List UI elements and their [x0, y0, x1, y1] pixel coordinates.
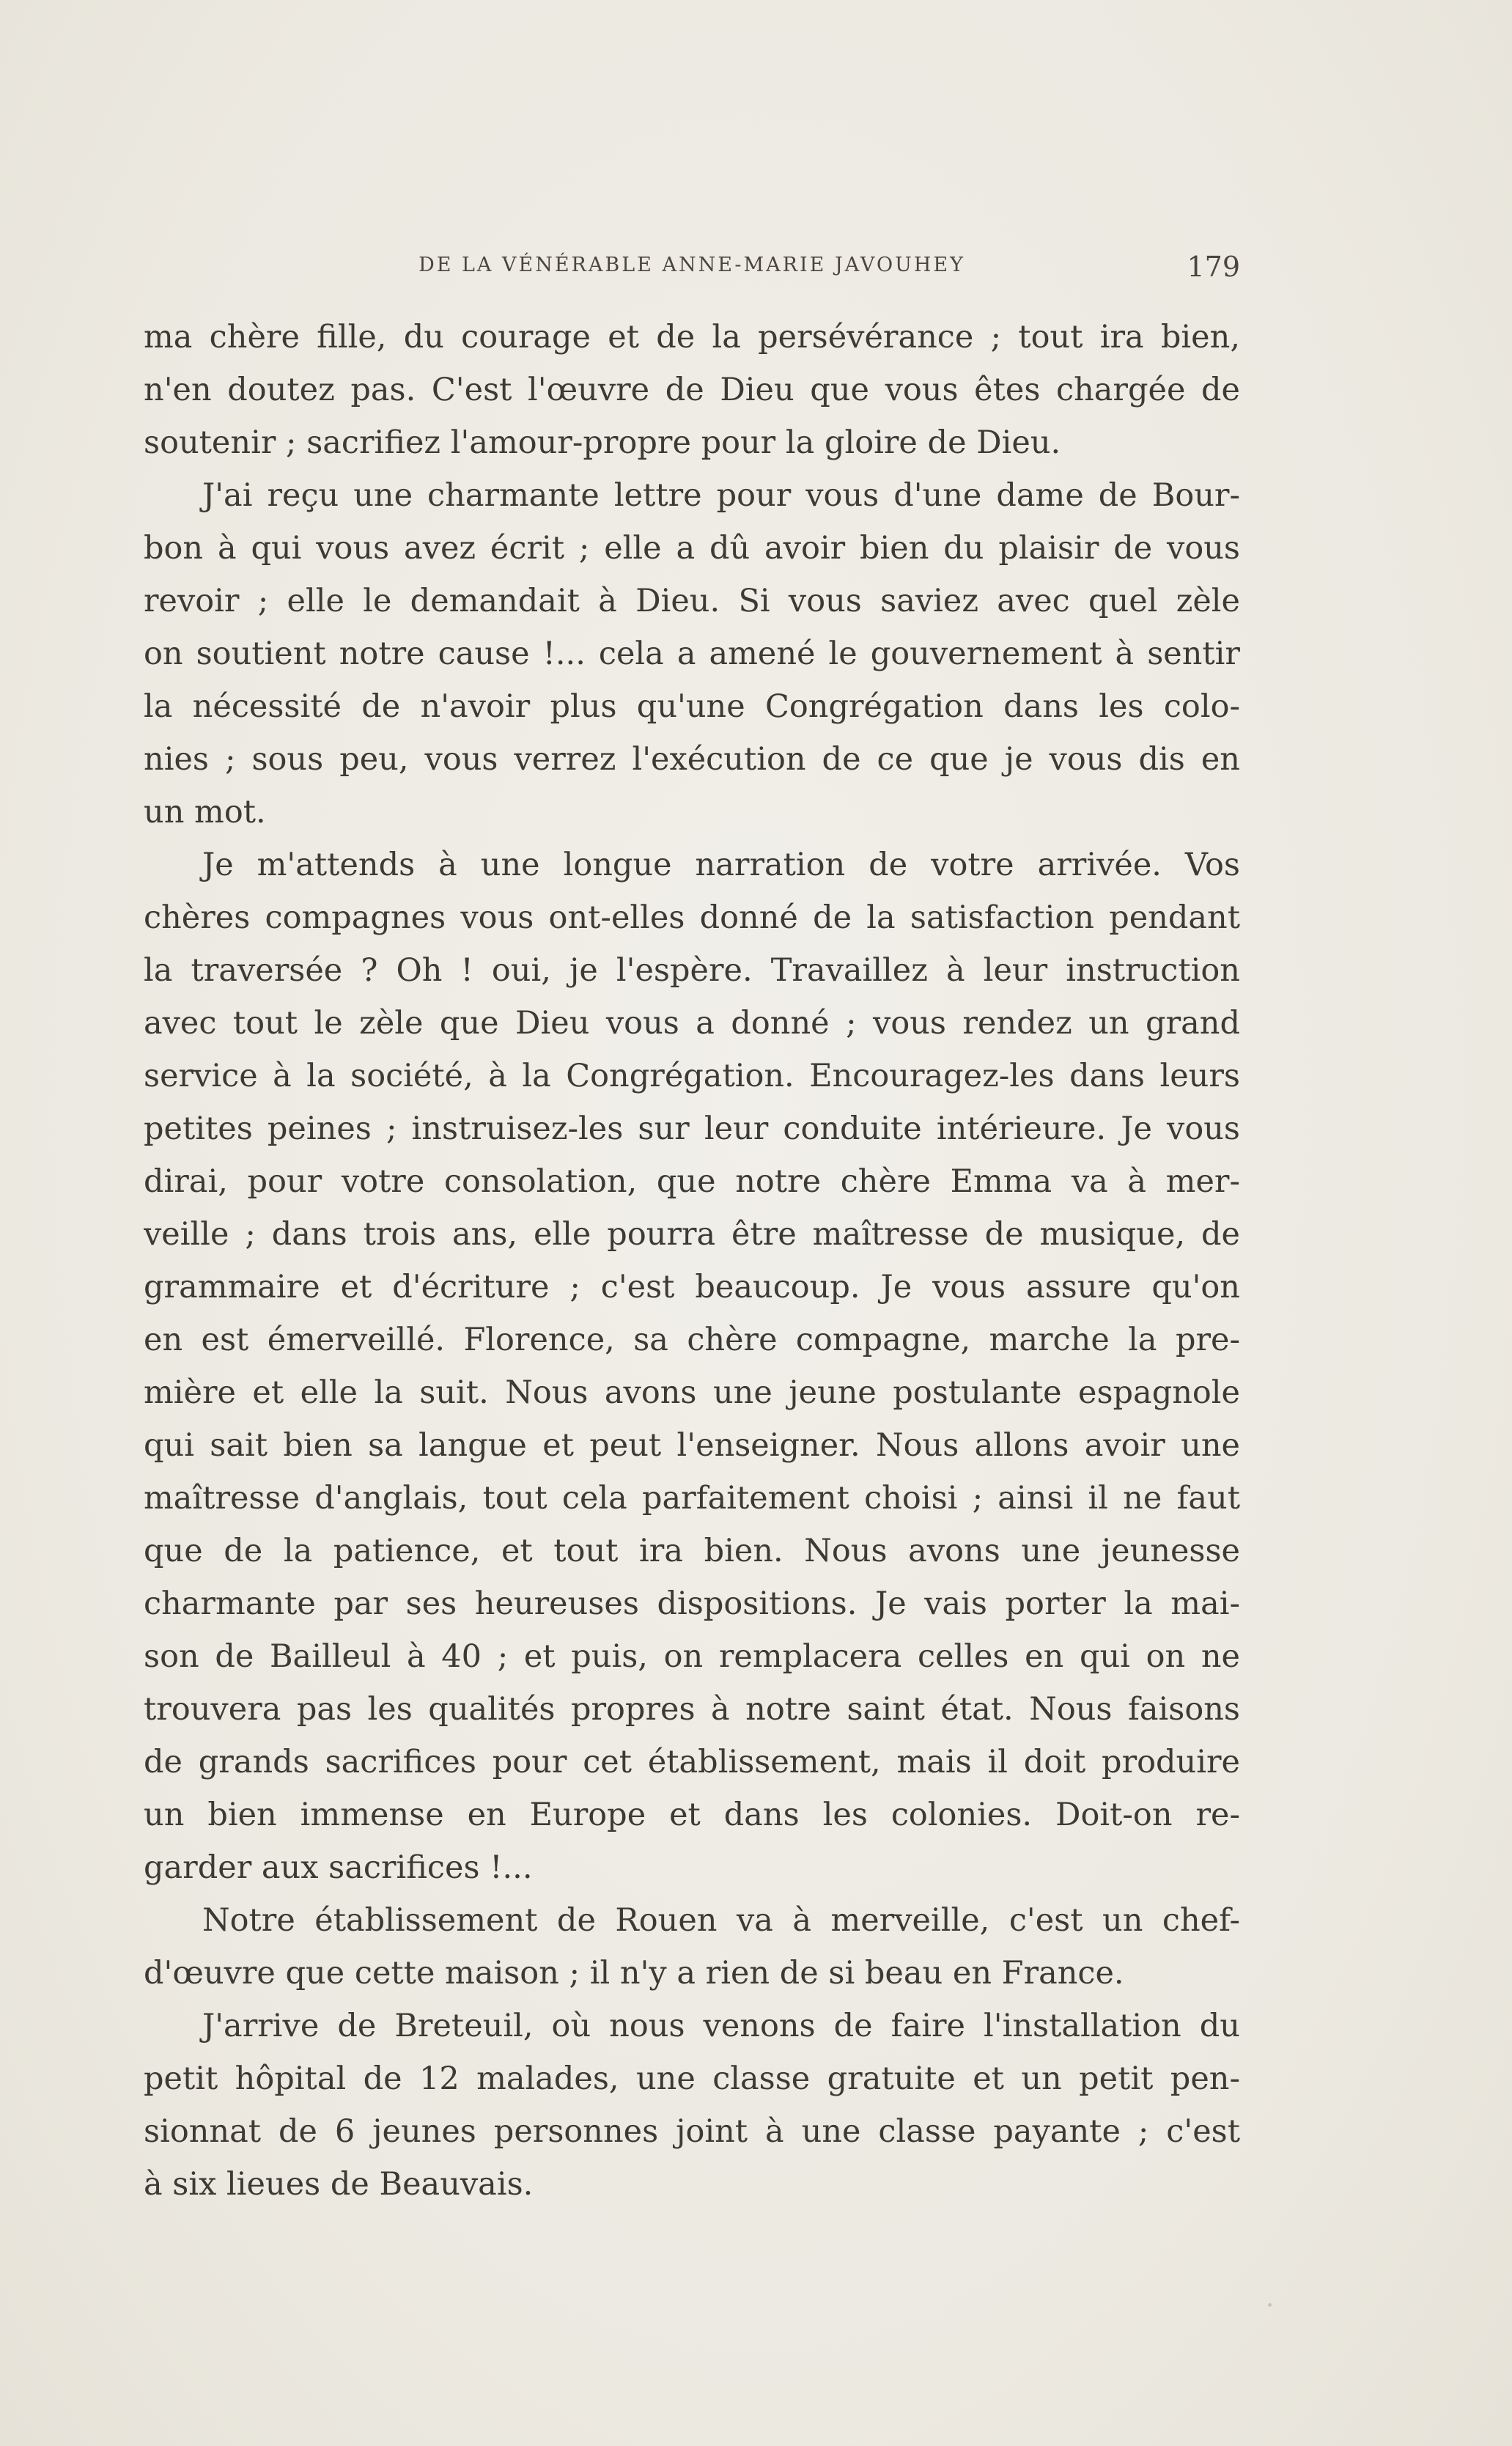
text-line: à six lieues de Beauvais.	[144, 2166, 534, 2203]
text-line: mière et elle la suit. Nous avons une jeune postulante espagnole	[144, 1374, 1240, 1411]
body-text	[144, 311, 1240, 2211]
text-line: trouvera pas les qualités propres à notre saint état. Nous faisons	[144, 1691, 1240, 1728]
running-head	[144, 251, 1240, 287]
text-line: revoir ; elle le demandait à Dieu. Si vous saviez avec quel zèle	[144, 583, 1240, 619]
text-line: petit hôpital de 12 malades, une classe gratuite et un petit pen-	[144, 2060, 1240, 2097]
text-line: Je m'attends à une longue narration de votre arrivée. Vos	[202, 847, 1240, 883]
text-line: J'ai reçu une charmante lettre pour vous d'une dame de Bour-	[202, 477, 1240, 514]
text-line: grammaire et d'écriture ; c'est beaucoup. Je vous assure qu'on	[144, 1269, 1240, 1305]
running-title: DE LA VÉNÉRABLE ANNE-MARIE JAVOUHEY	[418, 254, 965, 276]
text-line: sionnat de 6 jeunes personnes joint à une classe payante ; c'est	[144, 2113, 1240, 2150]
text-line: garder aux sacrifices !...	[144, 1849, 533, 1886]
text-line: en est émerveillé. Florence, sa chère compagne, marche la pre-	[144, 1322, 1240, 1358]
text-line: son de Bailleul à 40 ; et puis, on remplacera celles en qui on ne	[144, 1638, 1240, 1675]
page-number: 179	[1187, 251, 1240, 283]
text-line: nies ; sous peu, vous verrez l'exécution de ce que je vous dis en	[144, 741, 1240, 778]
text-line: charmante par ses heureuses dispositions. Je vais porter la mai-	[144, 1585, 1240, 1622]
text-line: Notre établissement de Rouen va à merveille, c'est un chef-	[202, 1902, 1240, 1939]
text-line: petites peines ; instruisez-les sur leur conduite intérieure. Je vous	[144, 1110, 1240, 1147]
text-line: la nécessité de n'avoir plus qu'une Congrégation dans les colo-	[144, 688, 1240, 725]
text-line: chères compagnes vous ont-elles donné de la satisfaction pendant	[144, 899, 1240, 936]
text-line: n'en doutez pas. C'est l'œuvre de Dieu que vous êtes chargée de	[144, 372, 1240, 408]
text-line: service à la société, à la Congrégation. Encouragez-les dans leurs	[144, 1058, 1240, 1094]
text-line: qui sait bien sa langue et peut l'enseigner. Nous allons avoir une	[144, 1427, 1240, 1464]
text-line: avec tout le zèle que Dieu vous a donné ; vous rendez un grand	[144, 1005, 1240, 1042]
text-line: on soutient notre cause !... cela a amené le gouvernement à sentir	[144, 636, 1240, 672]
text-line: un bien immense en Europe et dans les colonies. Doit-on re-	[144, 1797, 1240, 1833]
text-line: ma chère fille, du courage et de la persévérance ; tout ira bien,	[144, 319, 1240, 356]
text-line: bon à qui vous avez écrit ; elle a dû avoir bien du plaisir de vous	[144, 530, 1240, 567]
paper-speck	[1268, 2303, 1272, 2307]
text-line: soutenir ; sacrifiez l'amour-propre pour la gloire de Dieu.	[144, 424, 1061, 461]
text-line: maîtresse d'anglais, tout cela parfaitement choisi ; ainsi il ne faut	[144, 1480, 1240, 1517]
text-line: de grands sacrifices pour cet établissement, mais il doit produire	[144, 1744, 1240, 1780]
text-line: dirai, pour votre consolation, que notre chère Emma va à mer-	[144, 1163, 1240, 1200]
text-line: un mot.	[144, 794, 266, 830]
text-line: veille ; dans trois ans, elle pourra être maîtresse de musique, de	[144, 1216, 1240, 1253]
text-line: que de la patience, et tout ira bien. Nous avons une jeunesse	[144, 1533, 1240, 1569]
text-line: la traversée ? Oh ! oui, je l'espère. Travaillez à leur instruction	[144, 952, 1240, 989]
text-line: J'arrive de Breteuil, où nous venons de faire l'installation du	[202, 2008, 1240, 2044]
text-line: d'œuvre que cette maison ; il n'y a rien de si beau en France.	[144, 1955, 1124, 1992]
